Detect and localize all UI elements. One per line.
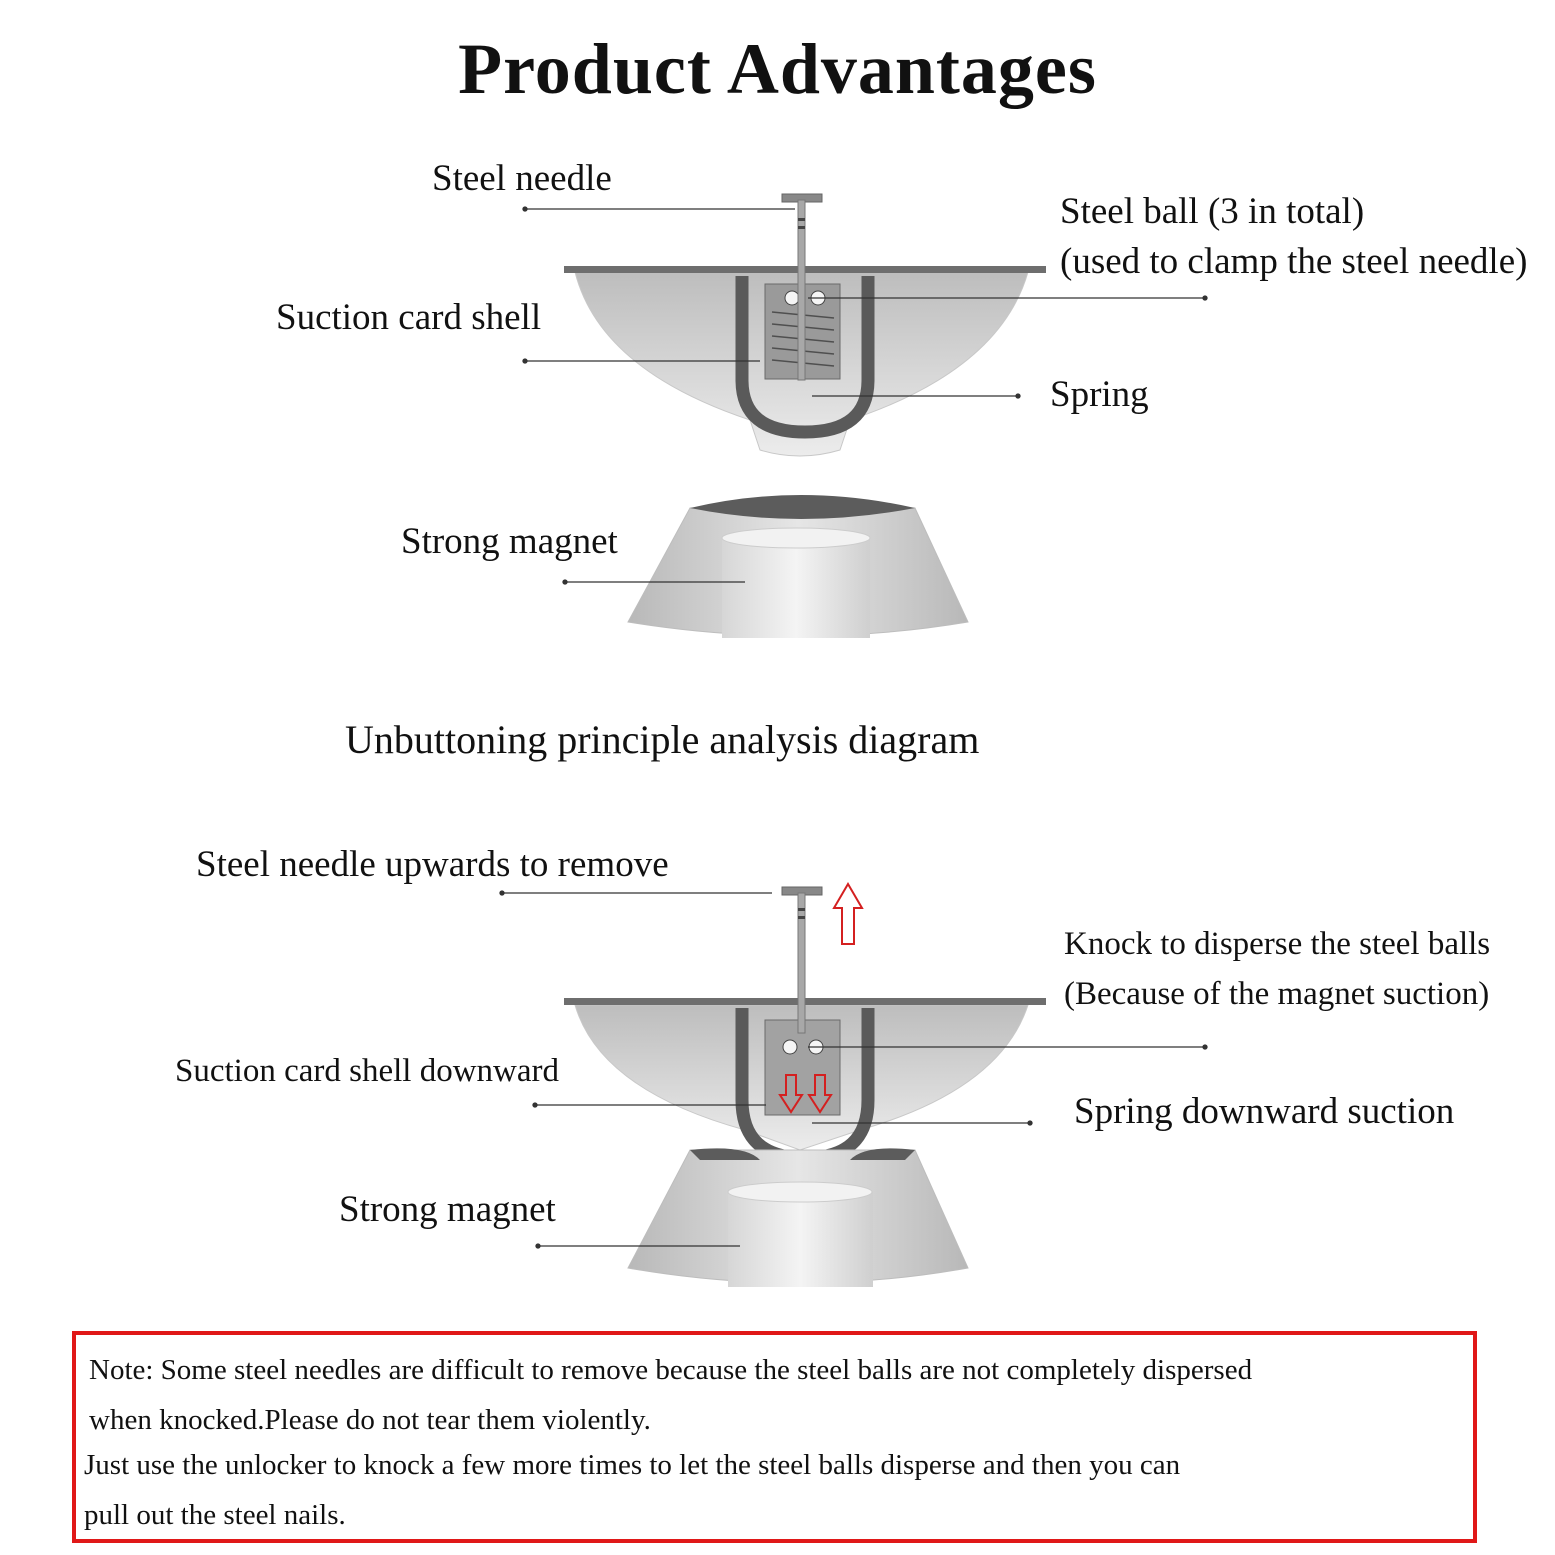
label-knock: Knock to disperse the steel balls xyxy=(1064,926,1491,962)
label-steel-ball: Steel ball (3 in total) xyxy=(1060,191,1365,232)
note-line-2: when knocked.Please do not tear them violently. xyxy=(89,1404,651,1436)
diagram1-magnet xyxy=(628,495,968,638)
note-line-4: pull out the steel nails. xyxy=(84,1499,346,1531)
label-steel-needle-up: Steel needle upwards to remove xyxy=(196,844,669,885)
label-steel-ball-note: (used to clamp the steel needle) xyxy=(1060,241,1528,282)
label-spring: Spring xyxy=(1050,374,1149,415)
diagram1-assembly xyxy=(564,194,1046,456)
magnet-core xyxy=(722,538,870,638)
label-steel-needle: Steel needle xyxy=(432,158,612,199)
page-title: Product Advantages xyxy=(458,29,1097,109)
note-line-3: Just use the unlocker to knock a few more times to let the steel balls disperse and then you can xyxy=(84,1449,1181,1481)
steel-ball xyxy=(785,291,799,305)
arrow-up-icon xyxy=(834,884,862,944)
label-spring-downward: Spring downward suction xyxy=(1074,1091,1455,1132)
label-suction-card-shell: Suction card shell xyxy=(276,297,542,338)
diagram2-assembly xyxy=(564,884,1046,1158)
needle-shaft xyxy=(798,893,805,1033)
diagram-caption: Unbuttoning principle analysis diagram xyxy=(345,717,980,762)
label-knock-reason: (Because of the magnet suction) xyxy=(1064,976,1490,1012)
spring-housing xyxy=(765,1020,840,1115)
label-strong-magnet: Strong magnet xyxy=(401,521,618,562)
magnet-core xyxy=(728,1192,873,1287)
label-strong-magnet-2: Strong magnet xyxy=(339,1189,556,1230)
note-line-1: Note: Some steel needles are difficult to remove because the steel balls are not completely dispersed xyxy=(89,1354,1253,1386)
label-shell-downward: Suction card shell downward xyxy=(175,1053,559,1089)
steel-ball xyxy=(783,1040,797,1054)
diagram2-magnet xyxy=(628,1148,968,1287)
